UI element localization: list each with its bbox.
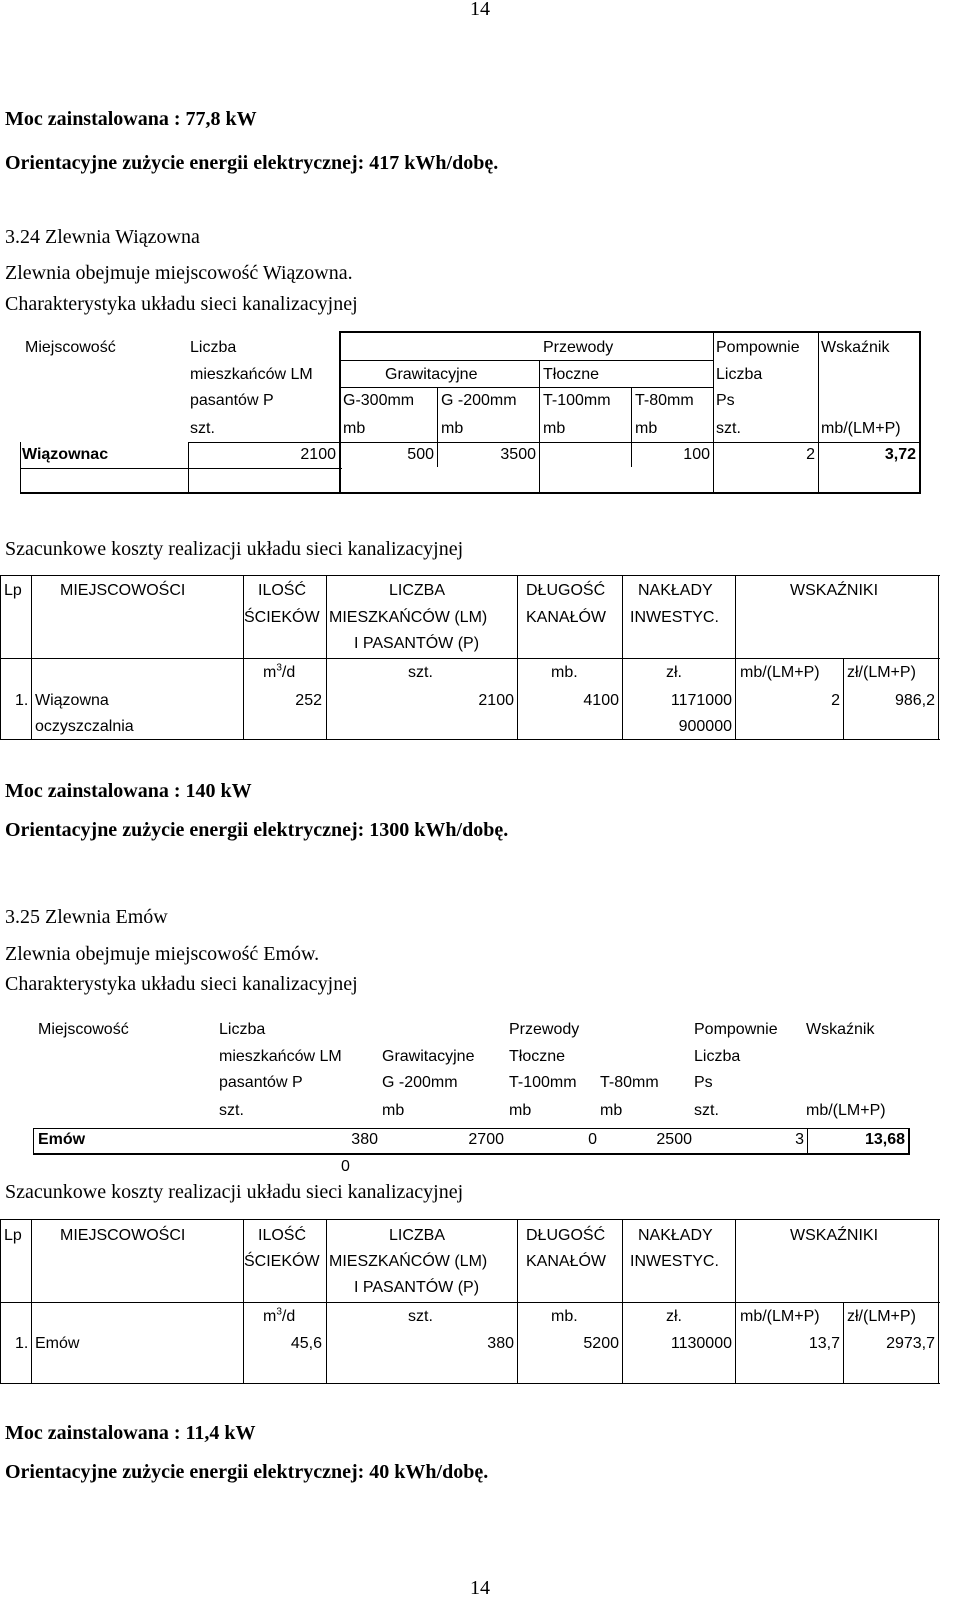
row-ilosc: 252 bbox=[295, 692, 322, 709]
header-g200: G -200mm bbox=[441, 392, 517, 409]
unit-mb: mb bbox=[635, 420, 658, 437]
header-dlugosc: DŁUGOŚĆ bbox=[526, 582, 606, 599]
costs-title: Szacunkowe koszty realizacji układu sieci kanalizacyjnej bbox=[5, 538, 464, 560]
section-heading-wiazowna: 3.24 Zlewnia Wiązowna bbox=[5, 226, 200, 248]
header-t100: T-100mm bbox=[543, 392, 611, 409]
row-ps: 2 bbox=[806, 446, 815, 463]
header-pompownie: Pompownie bbox=[716, 339, 800, 356]
header-grawitacyjne: Grawitacyjne bbox=[382, 1048, 475, 1065]
row-g300: 500 bbox=[407, 446, 434, 463]
row-dlugosc: 4100 bbox=[583, 692, 619, 709]
unit-szt: szt. bbox=[716, 420, 741, 437]
unit-mb-lmp: mb/(LM+P) bbox=[806, 1102, 886, 1119]
unit-szt: szt. bbox=[219, 1102, 244, 1119]
header-ilosc: ILOŚĆ bbox=[258, 582, 307, 599]
header-t80: T-80mm bbox=[600, 1074, 659, 1091]
row-name-2: oczyszczalnia bbox=[35, 718, 134, 735]
unit-mb: mb bbox=[441, 420, 464, 437]
row-wsk-zl: 986,2 bbox=[894, 692, 935, 709]
header-wskaznik: Wskaźnik bbox=[821, 339, 890, 356]
header-mieszkancow: MIESZKAŃCÓW (LM) bbox=[329, 609, 488, 626]
energy-consumption: Orientacyjne zużycie energii elektrycznej: 417 kWh/dobę. bbox=[5, 152, 499, 174]
header-pasantow: pasantów P bbox=[219, 1074, 303, 1091]
header-naklady: NAKŁADY bbox=[638, 582, 713, 599]
header-wskaznik: Wskaźnik bbox=[806, 1021, 875, 1038]
unit-mb: mb bbox=[543, 420, 566, 437]
row-ilosc: 45,6 bbox=[290, 1335, 322, 1352]
header-pasantow: I PASANTÓW (P) bbox=[354, 1279, 480, 1296]
unit-szt: szt. bbox=[694, 1102, 719, 1119]
header-wskazniki: WSKAŹNIKI bbox=[790, 582, 879, 599]
header-ilosc: ILOŚĆ bbox=[258, 1227, 307, 1244]
characteristics-title: Charakterystyka układu sieci kanalizacyjnej bbox=[5, 293, 358, 315]
header-pompownie: Pompownie bbox=[694, 1021, 778, 1038]
row-name: Emów bbox=[35, 1335, 80, 1352]
unit-zl: zł. bbox=[666, 1308, 682, 1325]
header-miejscowosc: Miejscowość bbox=[25, 339, 116, 356]
row-wsk-mb: 13,7 bbox=[808, 1335, 840, 1352]
unit-mb: mb bbox=[600, 1102, 623, 1119]
unit-m3d: $m^3/d$ bbox=[263, 662, 296, 681]
unit-mb-lmp: mb/(LM+P) bbox=[821, 420, 901, 437]
energy-consumption: Orientacyjne zużycie energii elektrycznej: 40 kWh/dobę. bbox=[5, 1461, 489, 1483]
header-t80: T-80mm bbox=[635, 392, 694, 409]
unit-zl: zł. bbox=[666, 664, 682, 681]
row-wskaznik: 3,72 bbox=[884, 446, 916, 463]
unit-mb: mb. bbox=[551, 1308, 578, 1325]
header-ps: Ps bbox=[694, 1074, 713, 1091]
unit-mb: mb bbox=[343, 420, 366, 437]
header-pasantow: pasantów P bbox=[190, 392, 274, 409]
header-pasantow: I PASANTÓW (P) bbox=[354, 635, 480, 652]
header-tloczne: Tłoczne bbox=[509, 1048, 566, 1065]
row-t80: 2500 bbox=[656, 1131, 692, 1148]
header-lp: Lp bbox=[4, 1227, 22, 1244]
characteristics-title: Charakterystyka układu sieci kanalizacyjnej bbox=[5, 973, 358, 995]
header-przewody: Przewody bbox=[509, 1021, 580, 1038]
row-liczba-continued: 0 bbox=[341, 1158, 350, 1175]
header-liczba: LICZBA bbox=[389, 582, 446, 599]
header-sciekow: ŚCIEKÓW bbox=[244, 1253, 320, 1270]
header-miejscowosci: MIEJSCOWOŚCI bbox=[60, 1227, 186, 1244]
header-mieszkancow: MIESZKAŃCÓW (LM) bbox=[329, 1253, 488, 1270]
unit-szt: szt. bbox=[408, 1308, 433, 1325]
row-naklady: 1171000 bbox=[670, 692, 732, 709]
header-mieszkancow: mieszkańców LM bbox=[190, 366, 313, 383]
costs-title: Szacunkowe koszty realizacji układu sieci kanalizacyjnej bbox=[5, 1181, 464, 1203]
row-naklady-2: 900000 bbox=[678, 718, 732, 735]
page-number-top: 14 bbox=[470, 0, 490, 20]
installed-power: Moc zainstalowana : 140 kW bbox=[5, 780, 252, 802]
section-heading-emow: 3.25 Zlewnia Emów bbox=[5, 906, 168, 928]
energy-consumption: Orientacyjne zużycie energii elektrycznej: 1300 kWh/dobę. bbox=[5, 819, 509, 841]
header-ps: Ps bbox=[716, 392, 735, 409]
header-przewody: Przewody bbox=[543, 339, 614, 356]
header-pompownie-liczba: Liczba bbox=[716, 366, 763, 383]
header-t100: T-100mm bbox=[509, 1074, 577, 1091]
header-liczba: LICZBA bbox=[389, 1227, 446, 1244]
header-wskazniki: WSKAŹNIKI bbox=[790, 1227, 879, 1244]
unit-szt: szt. bbox=[190, 420, 215, 437]
row-wsk-mb: 2 bbox=[831, 692, 840, 709]
header-liczba: Liczba bbox=[219, 1021, 266, 1038]
unit-szt: szt. bbox=[408, 664, 433, 681]
header-g200: G -200mm bbox=[382, 1074, 458, 1091]
row-g200: 2700 bbox=[468, 1131, 504, 1148]
header-dlugosc: DŁUGOŚĆ bbox=[526, 1227, 606, 1244]
row-wsk-zl: 2973,7 bbox=[886, 1335, 935, 1352]
row-name: Wiązownac bbox=[22, 446, 109, 463]
page-number-bottom: 14 bbox=[470, 1577, 490, 1599]
row-g200: 3500 bbox=[500, 446, 536, 463]
row-name: Wiązowna bbox=[35, 692, 109, 709]
row-naklady: 1130000 bbox=[670, 1335, 732, 1352]
unit-mb-lmp: mb/(LM+P) bbox=[740, 664, 820, 681]
unit-zl-lmp: zł/(LM+P) bbox=[847, 1308, 916, 1325]
header-grawitacyjne: Grawitacyjne bbox=[385, 366, 478, 383]
header-liczba: Liczba bbox=[190, 339, 237, 356]
unit-mb: mb. bbox=[551, 664, 578, 681]
header-naklady: NAKŁADY bbox=[638, 1227, 713, 1244]
header-sciekow: ŚCIEKÓW bbox=[244, 609, 320, 626]
header-tloczne: Tłoczne bbox=[543, 366, 600, 383]
row-t100: 0 bbox=[588, 1131, 597, 1148]
installed-power: Moc zainstalowana : 11,4 kW bbox=[5, 1422, 256, 1444]
header-lp: Lp bbox=[4, 582, 22, 599]
section-description: Zlewnia obejmuje miejscowość Emów. bbox=[5, 943, 320, 965]
unit-mb: mb bbox=[509, 1102, 532, 1119]
header-mieszkancow: mieszkańców LM bbox=[219, 1048, 342, 1065]
header-g300: G-300mm bbox=[343, 392, 415, 409]
row-lp: 1. bbox=[15, 692, 29, 709]
header-miejscowosc: Miejscowość bbox=[38, 1021, 129, 1038]
row-t80: 100 bbox=[683, 446, 710, 463]
header-kanalow: KANAŁÓW bbox=[526, 1253, 607, 1270]
unit-mb: mb bbox=[382, 1102, 405, 1119]
installed-power: Moc zainstalowana : 77,8 kW bbox=[5, 108, 257, 130]
row-name: Emów bbox=[38, 1131, 86, 1148]
row-liczba: 380 bbox=[487, 1335, 514, 1352]
header-inwestyc: INWESTYC. bbox=[630, 1253, 719, 1270]
header-kanalow: KANAŁÓW bbox=[526, 609, 607, 626]
unit-mb-lmp: mb/(LM+P) bbox=[740, 1308, 820, 1325]
unit-m3d: $m^3/d$ bbox=[263, 1306, 296, 1325]
row-lp: 1. bbox=[15, 1335, 29, 1352]
header-pompownie-liczba: Liczba bbox=[694, 1048, 741, 1065]
row-dlugosc: 5200 bbox=[583, 1335, 619, 1352]
row-liczba: 2100 bbox=[478, 692, 514, 709]
header-miejscowosci: MIEJSCOWOŚCI bbox=[60, 582, 186, 599]
header-inwestyc: INWESTYC. bbox=[630, 609, 719, 626]
row-wskaznik: 13,68 bbox=[864, 1131, 905, 1148]
section-description: Zlewnia obejmuje miejscowość Wiązowna. bbox=[5, 262, 353, 284]
row-liczba: 380 bbox=[351, 1131, 378, 1148]
unit-zl-lmp: zł/(LM+P) bbox=[847, 664, 916, 681]
row-liczba: 2100 bbox=[300, 446, 336, 463]
row-ps: 3 bbox=[795, 1131, 804, 1148]
